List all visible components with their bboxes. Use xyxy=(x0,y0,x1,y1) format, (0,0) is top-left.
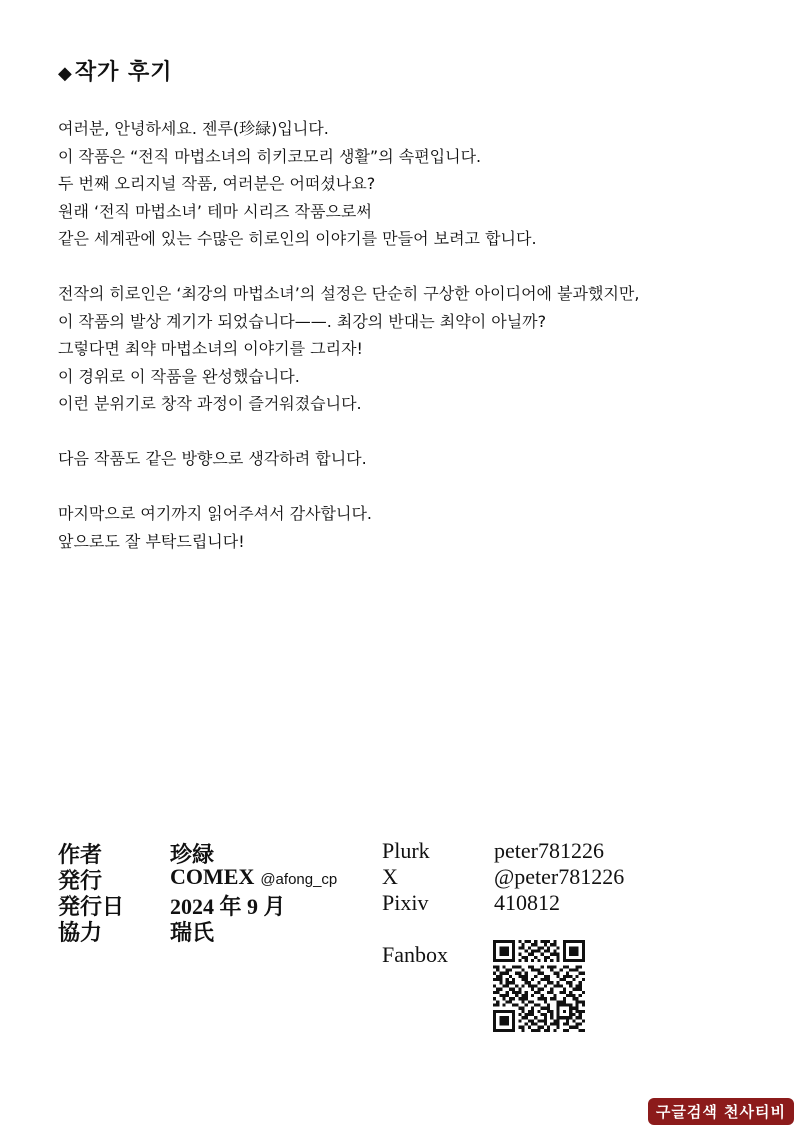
credit-value xyxy=(170,916,214,947)
text-line: 앞으로도 잘 부탁드립니다! xyxy=(58,531,245,551)
text-line: 이 작품은 “전직 마법소녀의 히키코모리 생활”의 속편입니다. xyxy=(58,146,482,166)
text-line: 이런 분위기로 창작 과정이 즐거워졌습니다. xyxy=(58,394,362,413)
credit-label: 発行日 xyxy=(58,894,125,919)
paragraph-next-work xyxy=(58,445,758,473)
fanbox-qr-code-icon[interactable] xyxy=(493,940,585,1032)
text-line: 다음 작품도 같은 방향으로 생각하려 합니다. xyxy=(58,449,367,468)
social-handle: peter781226 xyxy=(494,838,604,863)
text-line: 전작의 히로인은 ‘최강의 마법소녀’의 설정은 단순히 구상한 아이디어에 불과했지만, xyxy=(58,284,640,303)
credit-label: 協力 xyxy=(58,920,103,945)
afterword-title: 작가 후기 xyxy=(74,60,173,85)
text-line: 이 작품의 발상 계기가 되었습니다——. 최강의 반대는 최약이 아닐까? xyxy=(58,311,547,331)
social-label: X xyxy=(382,864,398,889)
text-line: 이 경위로 이 작품을 완성했습니다. xyxy=(58,366,300,386)
publisher-handle: @afong_cp xyxy=(260,871,338,888)
paragraph-origin xyxy=(58,280,758,418)
social-handle: @peter781226 xyxy=(494,864,625,889)
afterword-body xyxy=(58,115,758,583)
diamond-bullet-icon: ◆ xyxy=(58,63,73,84)
credit-value-text: 珍緑 xyxy=(170,842,215,867)
paragraph-thanks xyxy=(58,500,758,555)
watermark-badge: 구글검색 천사티비 xyxy=(648,1098,794,1125)
credit-value-text: 2024 年 9 月 xyxy=(170,894,286,919)
social-label: Plurk xyxy=(382,838,430,863)
text-line: 두 번째 오리지널 작품, 여러분은 어떠셨나요? xyxy=(58,174,376,193)
afterword-heading xyxy=(58,55,173,86)
credit-value-text: COMEX xyxy=(170,864,255,889)
credit-label: 発行 xyxy=(58,868,103,893)
text-line: 마지막으로 여기까지 읽어주셔서 감사합니다. xyxy=(58,504,373,523)
credit-label: 作者 xyxy=(58,842,103,867)
text-line: 여러분, 안녕하세요. 젠루(珍緑)입니다. xyxy=(58,119,329,138)
credit-value-text: 瑞氏 xyxy=(170,920,215,945)
social-label: Pixiv xyxy=(382,890,429,915)
social-handle: 410812 xyxy=(494,890,560,915)
text-line: 같은 세계관에 있는 수많은 히로인의 이야기를 만들어 보려고 합니다. xyxy=(58,229,537,248)
credit-value xyxy=(170,864,337,890)
text-line: 원래 ‘전직 마법소녀’ 테마 시리즈 작품으로써 xyxy=(58,201,372,221)
paragraph-greeting xyxy=(58,115,758,253)
social-label: Fanbox xyxy=(382,942,448,967)
text-line: 그렇다면 최약 마법소녀의 이야기를 그리자! xyxy=(58,339,363,358)
